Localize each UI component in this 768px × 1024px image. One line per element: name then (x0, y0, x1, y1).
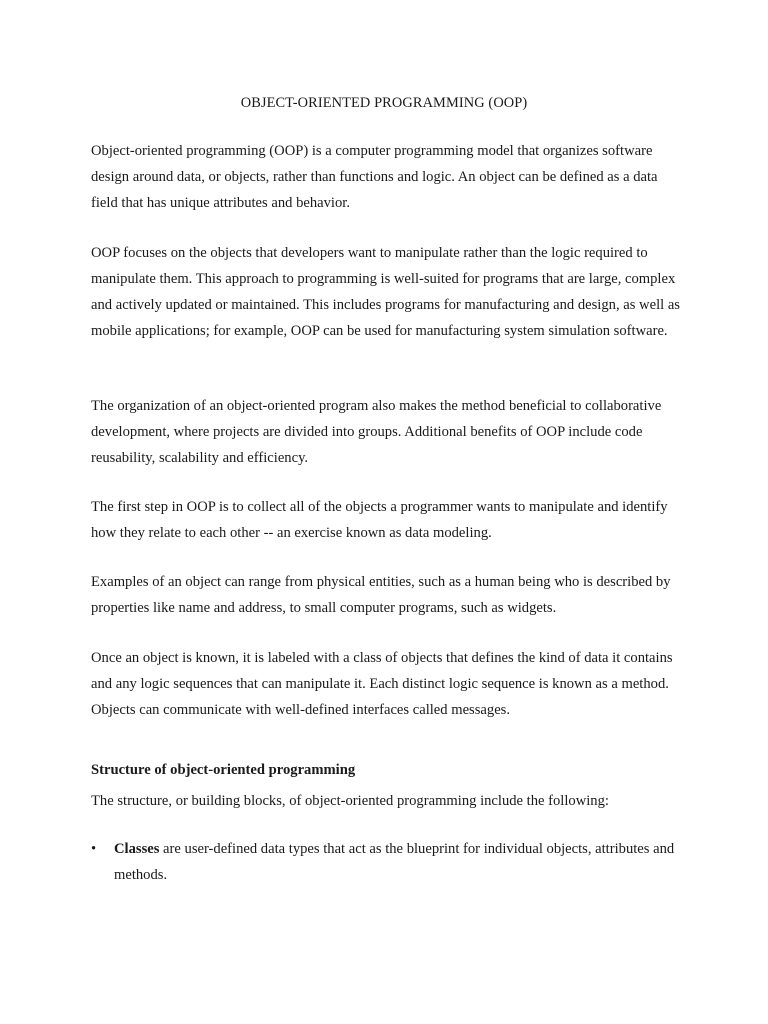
paragraph-object-known: Once an object is known, it is labeled with a class of objects that defines the kind of data it contains and any logic sequences that can manipulate it. Each distinct logic sequence is known as a method. Objects can communicate with well-defined interfaces called messages. (91, 650, 673, 718)
bullet-term: Classes (114, 841, 160, 857)
paragraph-oop-focus: OOP focuses on the objects that developers want to manipulate rather than the logic required to manipulate them. This approach to programming is well-suited for programs that are large, complex and actively updated or maintained. This includes programs for manufacturing and design, as well as mobile applications; for example, OOP can be used for manufacturing system simulation software. (91, 245, 680, 339)
section-heading: Structure of object-oriented programming (91, 762, 356, 778)
paragraph-first-step: The first step in OOP is to collect all of the objects a programmer wants to manipulate and identify how they relate to each other -- an exercise known as data modeling. (91, 499, 668, 541)
paragraph-organization: The organization of an object-oriented program also makes the method beneficial to collaborative development, where projects are divided into groups. Additional benefits of OOP include code reusability, scalability and efficiency. (91, 398, 662, 466)
document-title: OBJECT-ORIENTED PROGRAMMING (OOP) (240, 95, 528, 111)
bullet-icon: • (91, 841, 97, 857)
bullet-text (114, 836, 681, 888)
paragraph-oop-definition: Object-oriented programming (OOP) is a computer programming model that organizes software design around data, or objects, rather than functions and logic. An object can be defined as a data field that has unique attributes and behavior. (91, 143, 658, 211)
section-intro: The structure, or building blocks, of object-oriented programming include the following: (91, 793, 609, 809)
paragraph-examples: Examples of an object can range from physical entities, such as a human being who is described by properties like name and address, to small computer programs, such as widgets. (91, 574, 671, 616)
bullet-description: are user-defined data types that act as the blueprint for individual objects, attributes and methods. (114, 841, 675, 883)
